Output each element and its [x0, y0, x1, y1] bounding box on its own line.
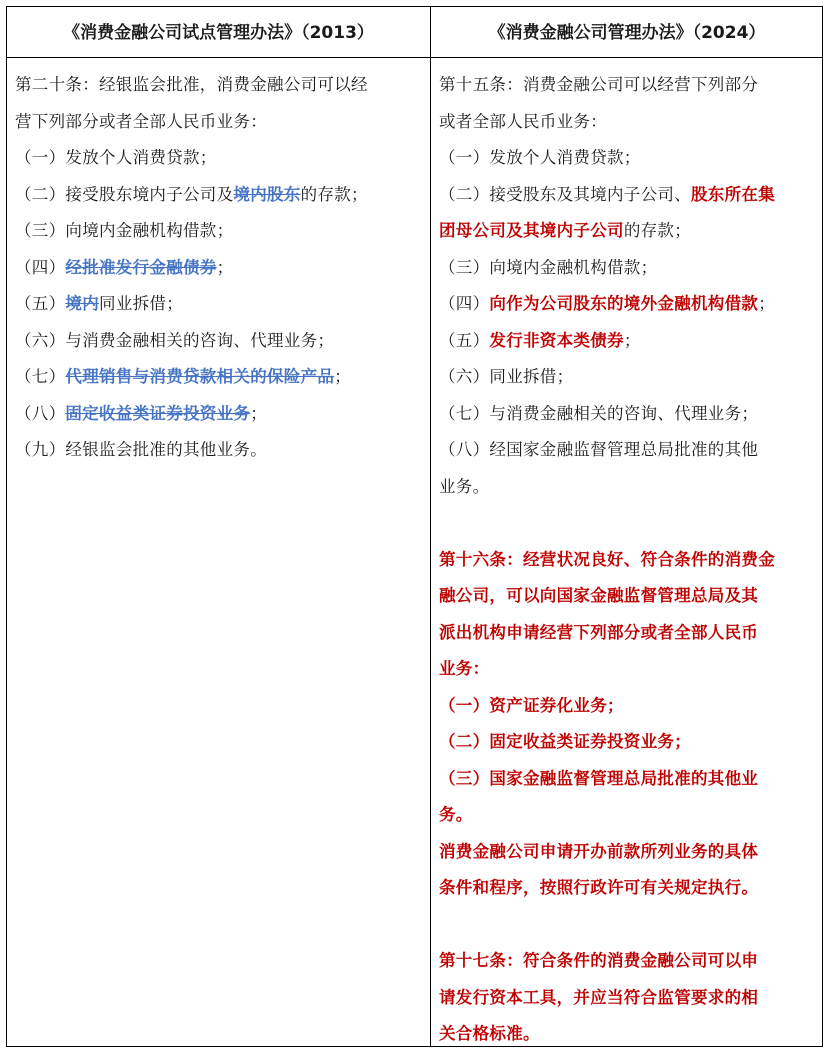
list-item: （六）与消费金融相关的咨询、代理业务；: [15, 330, 335, 350]
added-list-item-continued: 务。: [439, 805, 473, 824]
article-text: 营下列部分或者全部人民币业务：: [15, 111, 267, 131]
added-list-item: （一）资产证券化业务；: [439, 695, 624, 715]
list-item: [15, 286, 425, 323]
added-article-text: 第十七条：符合条件的消费金融公司可以申: [439, 951, 759, 970]
item-text: （四）: [439, 294, 490, 313]
list-item: （三）向境内金融机构借款；: [439, 257, 658, 277]
right-column-content: [439, 58, 819, 1053]
added-text: 发行非资本类债券: [489, 330, 624, 350]
added-list-item: （二）固定收益类证券投资业务；: [439, 732, 691, 751]
deleted-text: 境内: [65, 294, 100, 313]
item-text: ；: [758, 294, 776, 313]
deleted-text: 经批准发行金融债券: [65, 257, 217, 277]
item-text: ；: [216, 257, 234, 277]
list-item: [439, 177, 819, 214]
list-item: [15, 359, 425, 396]
item-text: ；: [250, 403, 268, 423]
list-item: （九）经银监会批准的其他业务。: [15, 440, 267, 459]
column-divider: [430, 7, 431, 1046]
list-item: （六）同业拆借；: [439, 367, 574, 386]
comparison-table: [6, 6, 823, 1047]
list-item: （一）发放个人消费贷款；: [439, 148, 641, 167]
list-item: [439, 323, 819, 360]
item-text: 同业拆借；: [99, 294, 184, 313]
list-item-continued: 业务。: [439, 476, 490, 496]
list-item: [15, 396, 425, 433]
deleted-text: 代理销售与消费贷款相关的保险产品: [65, 367, 335, 386]
added-text: 向作为公司股东的境外金融机构借款: [489, 294, 759, 313]
added-list-item: （三）国家金融监督管理总局批准的其他业: [439, 768, 759, 788]
deleted-text: 境内股东: [233, 184, 301, 204]
left-column-content: [15, 58, 425, 469]
article-text: 第二十条：经银监会批准，消费金融公司可以经: [15, 75, 368, 94]
list-item: （八）经国家金融监督管理总局批准的其他: [439, 440, 759, 459]
added-article-text: 第十六条：经营状况良好、符合条件的消费金: [439, 549, 775, 569]
list-item: （七）与消费金融相关的咨询、代理业务；: [439, 403, 759, 423]
item-text: （二）接受股东及其境内子公司、: [439, 184, 691, 204]
item-text: （八）: [15, 403, 66, 423]
article-text: 第十五条：消费金融公司可以经营下列部分: [439, 75, 759, 94]
added-article-text: 业务：: [439, 659, 490, 678]
list-item: [15, 250, 425, 287]
item-text: （二）接受股东境内子公司及: [15, 184, 234, 204]
item-text: （五）: [439, 330, 490, 350]
item-text: （五）: [15, 294, 66, 313]
added-article-text: 请发行资本工具，并应当符合监管要求的相: [439, 987, 759, 1007]
spacer: [439, 505, 819, 542]
item-text: 的存款；: [623, 221, 692, 240]
list-item: [439, 286, 819, 323]
list-item: [15, 177, 425, 214]
item-text: 的存款；: [300, 184, 368, 204]
list-item: （三）向境内金融机构借款；: [15, 221, 234, 240]
article-text: 或者全部人民币业务：: [439, 111, 607, 131]
item-text: ；: [334, 367, 352, 386]
item-text: （七）: [15, 367, 66, 386]
added-article-text: 派出机构申请经营下列部分或者全部人民币: [439, 622, 759, 642]
item-text: ；: [623, 330, 641, 350]
list-item-continued: [439, 213, 819, 250]
added-article-text: 条件和程序，按照行政许可有关规定执行。: [439, 878, 759, 897]
deleted-text: 固定收益类证券投资业务: [65, 403, 251, 423]
added-article-text: 消费金融公司申请开办前款所列业务的具体: [439, 841, 759, 861]
added-article-text: 关合格标准。: [439, 1024, 540, 1043]
added-article-text: 融公司，可以向国家金融监督管理总局及其: [439, 586, 759, 605]
item-text: （四）: [15, 257, 66, 277]
added-text: 团母公司及其境内子公司: [439, 221, 624, 240]
list-item: （一）发放个人消费贷款；: [15, 148, 217, 167]
left-column-title: 《消费金融公司试点管理办法》（2013）: [63, 23, 374, 43]
spacer: [439, 907, 819, 944]
added-text: 股东所在集: [691, 184, 775, 204]
right-column-title: 《消费金融公司管理办法》（2024）: [488, 23, 766, 43]
